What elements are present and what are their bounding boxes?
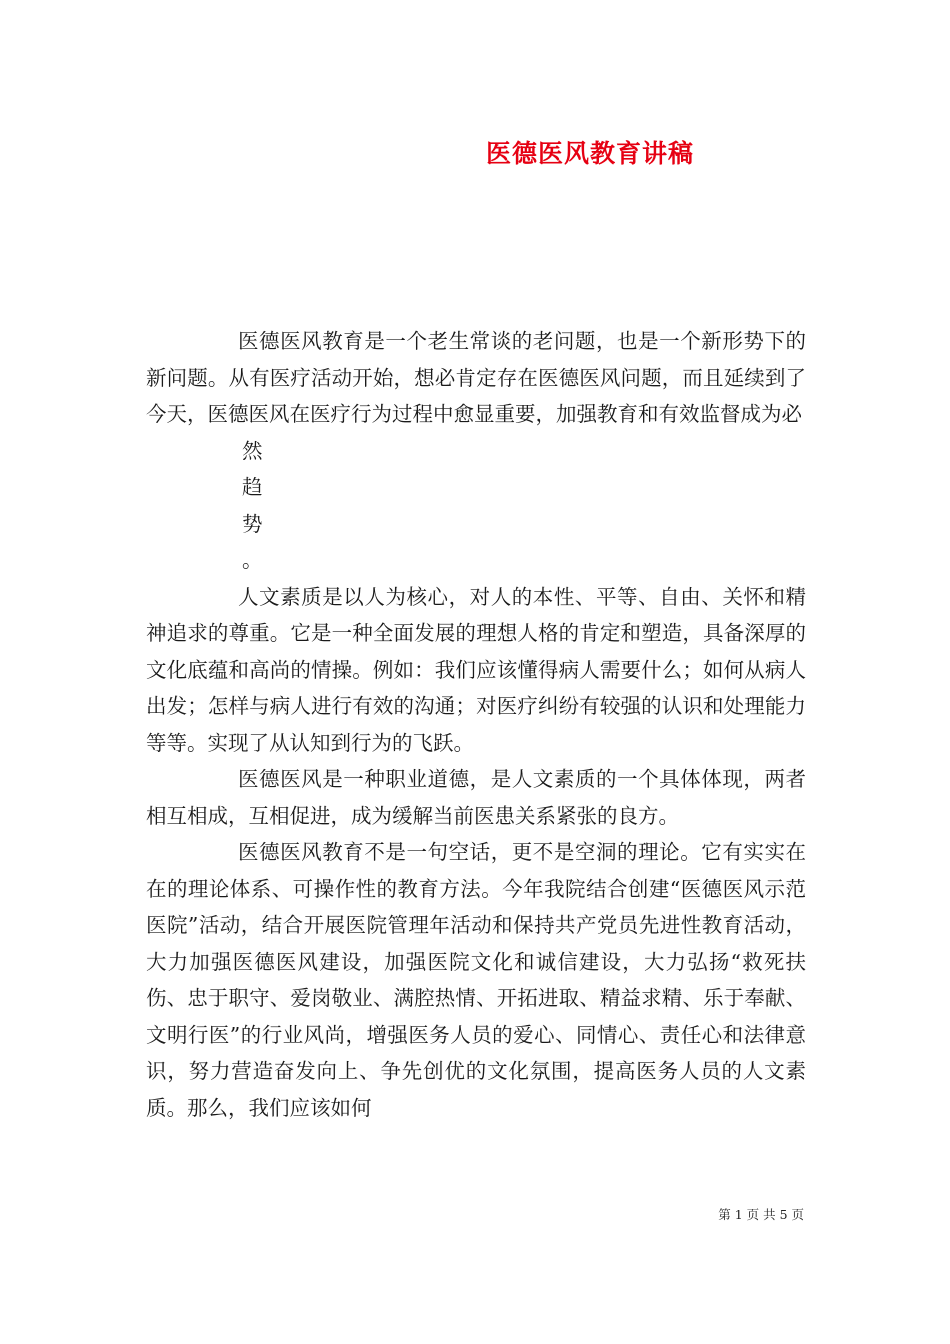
vertical-char: 趋 (242, 475, 263, 499)
document-body (146, 323, 806, 1126)
vertical-text-fragment (146, 433, 266, 579)
paragraph-2: 人文素质是以人为核心，对人的本性、平等、自由、关怀和精神追求的尊重。它是一种全面发展的理想人格的肯定和塑造，具备深厚的文化底蕴和高尚的情操。例如：我们应该懂得病人需要什么；如何从病人出发；怎样与病人进行有效的沟通；对医疗纠纷有较强的认识和处理能力等等。实现了从认知到行为的飞跃。 (146, 584, 806, 755)
vertical-char: 势 (242, 511, 263, 536)
paragraph-1: 医德医风教育是一个老生常谈的老问题，也是一个新形势下的新问题。从有医疗活动开始，想必肯定存在医德医风问题，而且延续到了今天，医德医风在医疗行为过程中愈显重要，加强教育和有效监督成为必 (146, 329, 806, 426)
vertical-char: 。 (242, 548, 263, 572)
paragraph-4: 医德医风教育不是一句空话，更不是空洞的理论。它有实实在在的理论体系、可操作性的教育方法。今年我院结合创建“医德医风示范医院”活动，结合开展医院管理年活动和保持共产党员先进性教育活动，大力加强医德医风建设，加强医院文化和诚信建设，大力弘扬“救死扶伤、忠于职守、爱岗敬业、满腔热情、开拓进取、精益求精、乐于奉献、文明行医”的行业风尚，增强医务人员的爱心、同情心、责任心和法律意识，努力营造奋发向上、争先创优的文化氛围，提高医务人员的人文素质。那么，我们应该如何 (146, 840, 806, 1120)
page-number-footer: 第 1 页 共 5 页 (718, 1207, 804, 1222)
paragraph-3: 医德医风是一种职业道德，是人文素质的一个具体体现，两者相互相成，互相促进，成为缓解当前医患关系紧张的良方。 (146, 767, 806, 828)
document-title: 医德医风教育讲稿 (485, 139, 694, 168)
vertical-char: 然 (242, 438, 263, 463)
